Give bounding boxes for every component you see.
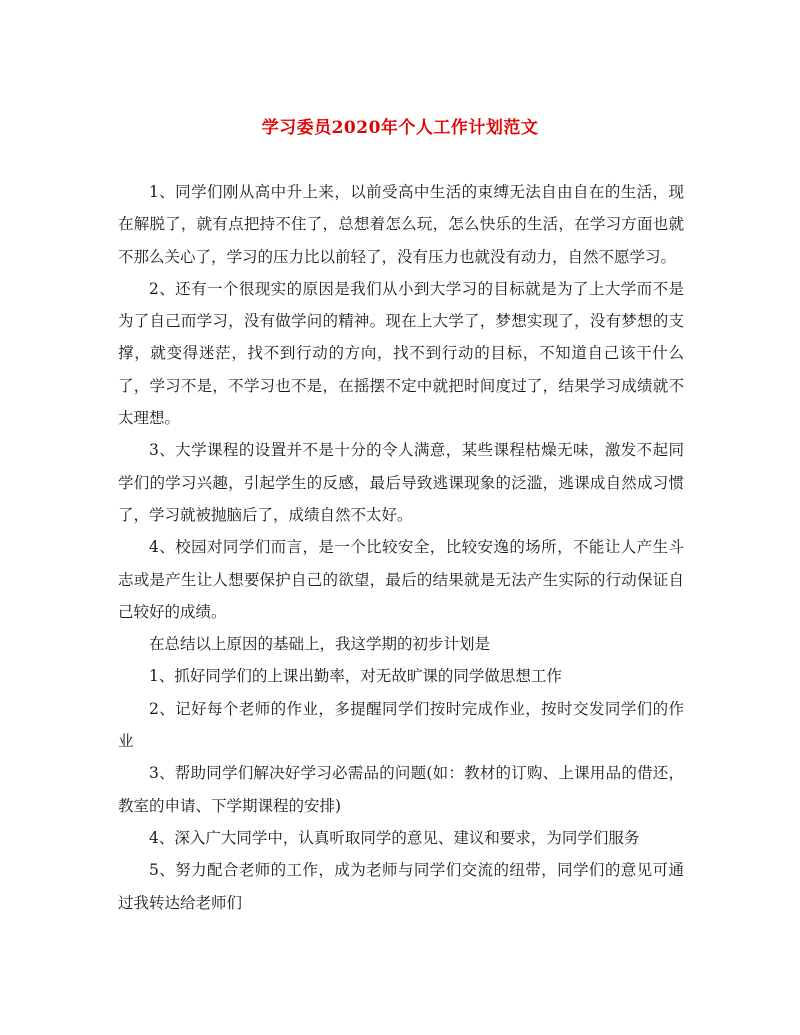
paragraph-plan-5: 5、努力配合老师的工作，成为老师与同学们交流的纽带，同学们的意见可通过我转达给老师们: [118, 861, 684, 912]
paragraph-reason-3: 3、大学课程的设置并不是十分的令人满意，某些课程枯燥无味，激发不起同学们的学习兴趣，引起学生的反感，最后导致逃课现象的泛滥，逃课成自然成习惯了，学习就被抛脑后了，成绩自然不太好。: [118, 441, 684, 524]
paragraph-plan-1: 1、抓好同学们的上课出勤率，对无故旷课的同学做思想工作: [149, 667, 562, 686]
paragraph-reason-2: 2、还有一个很现实的原因是我们从小到大学习的目标就是为了上大学而不是为了自己而学习，没有做学问的精神。现在上大学了，梦想实现了，没有梦想的支撑，就变得迷茫，找不到行动的方向，找不到行动的目标，不知道自己该干什么了，学习不是，不学习也不是，在摇摆不定中就把时间度过了，结果学习成绩就不太理想。: [118, 279, 684, 428]
paragraph-plan-3: 3、帮助同学们解决好学习必需品的问题(如：教材的订购、上课用品的借还，教室的申请、下学期课程的安排): [118, 764, 684, 815]
paragraph-plan-2: 2、记好每个老师的作业，多提醒同学们按时完成作业，按时交发同学们的作业: [118, 699, 684, 751]
paragraph-reason-4: 4、校园对同学们而言，是一个比较安全，比较安逸的场所，不能让人产生斗志或是产生让人想要保护自己的欲望，最后的结果就是无法产生实际的行动保证自己较好的成绩。: [118, 538, 684, 621]
paragraph-plan-intro: 在总结以上原因的基础上，我这学期的初步计划是: [149, 635, 491, 654]
paragraph-reason-1: 1、同学们刚从高中升上来，以前受高中生活的束缚无法自由自在的生活，现在解脱了，就有点把持不住了，总想着怎么玩，怎么快乐的生活，在学习方面也就不那么关心了，学习的压力比以前轻了，没有压力也就没有动力，自然不愿学习。: [118, 183, 684, 266]
document-title: 学习委员2020年个人工作计划范文: [261, 118, 539, 138]
paragraph-plan-4: 4、深入广大同学中，认真听取同学的意见、建议和要求，为同学们服务: [149, 828, 640, 847]
document-body: [118, 176, 684, 919]
